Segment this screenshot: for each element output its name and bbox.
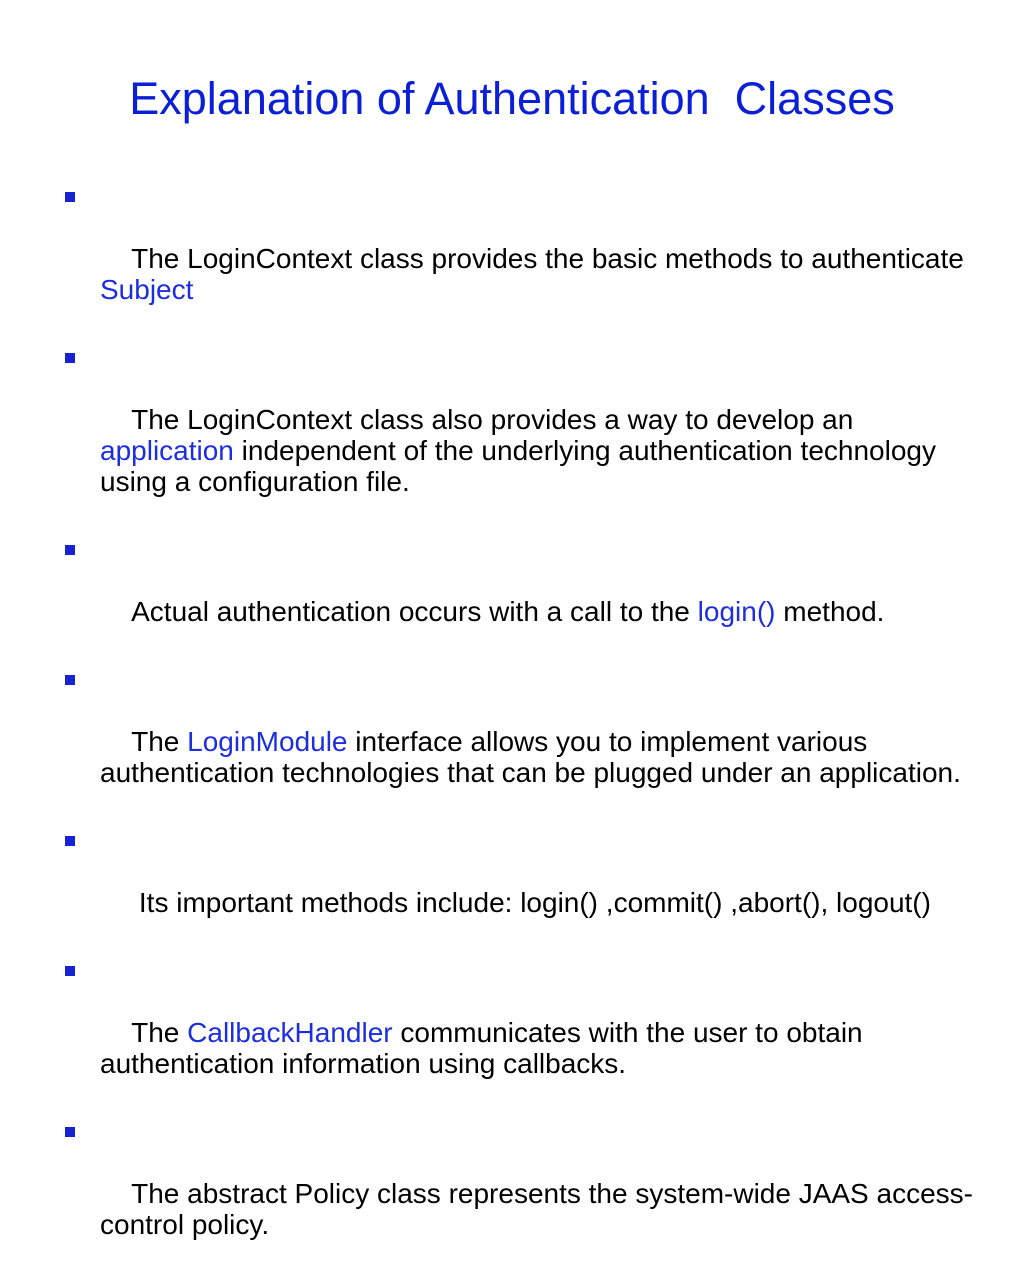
bullet-text-segment: communicates with the user to obtain authentication information using callbacks.: [100, 1017, 871, 1079]
bullet-text-segment: The abstract Policy class represents the system-wide JAAS access-control policy.: [100, 1178, 973, 1240]
bullet-text-segment: Actual authentication occurs with a call to the: [131, 596, 698, 627]
bullet-text-segment: Its important methods include: login() ,commit() ,abort(), logout(): [131, 887, 931, 918]
bullet-item: [62, 534, 982, 658]
square-bullet-icon: [65, 966, 75, 976]
highlighted-term: application: [100, 435, 234, 466]
square-bullet-icon: [65, 545, 75, 555]
bullet-list: [62, 181, 982, 1277]
highlighted-term: Subject: [100, 274, 194, 305]
bullet-item: [62, 955, 982, 1110]
bullet-item: [62, 181, 982, 336]
bullet-text-segment: independent of the underlying authentication technology using a configuration file.: [100, 435, 944, 497]
bullet-item: [62, 825, 982, 949]
square-bullet-icon: [65, 192, 75, 202]
square-bullet-icon: [65, 353, 75, 363]
bullet-item: [62, 1116, 982, 1271]
bullet-text-segment: The LoginContext class provides the basic methods to authenticate: [131, 243, 972, 274]
highlighted-term: login(): [697, 596, 776, 627]
bullet-text-segment: method.: [775, 596, 885, 627]
highlighted-term: CallbackHandler: [187, 1017, 393, 1048]
bullet-text-segment: The: [131, 1017, 188, 1048]
bullet-item: [62, 342, 982, 528]
square-bullet-icon: [65, 836, 75, 846]
bullet-item: [62, 664, 982, 819]
square-bullet-icon: [65, 1127, 75, 1137]
bullet-text-segment: interface allows you to implement various authentication technologies that can be plugged under an application.: [100, 726, 961, 788]
highlighted-term: LoginModule: [187, 726, 348, 757]
bullet-text-segment: The LoginContext class also provides a way to develop an: [131, 404, 862, 435]
slide-title: Explanation of Authentication Classes: [129, 73, 895, 124]
square-bullet-icon: [65, 675, 75, 685]
bullet-text-segment: The: [131, 726, 188, 757]
